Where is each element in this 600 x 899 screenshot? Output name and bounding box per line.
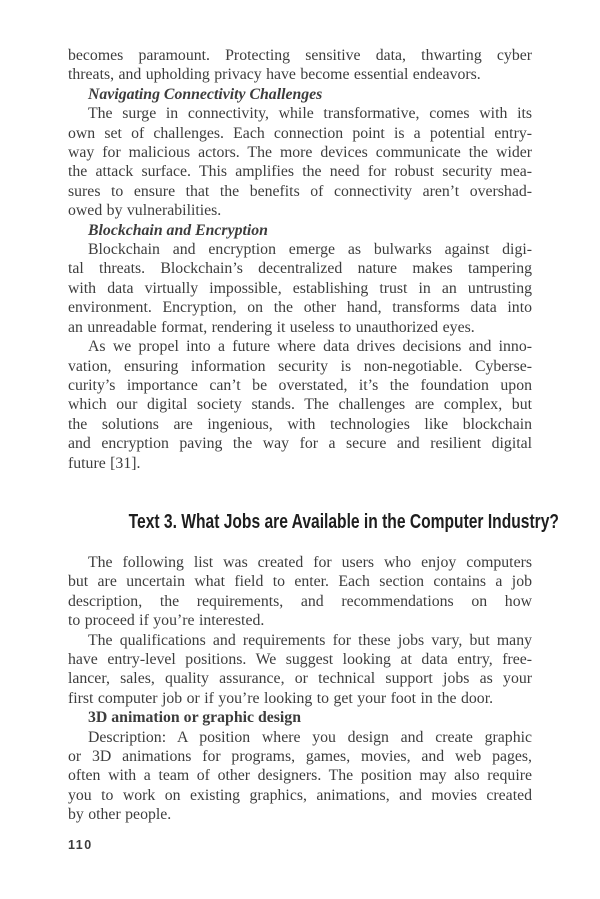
paragraph [68, 337, 532, 473]
section-title-text: Text 3. What Jobs are Available in the Computer Industry? [128, 510, 559, 533]
text-line: description, the requirements, and recommendations on how [68, 592, 532, 610]
text-line: to proceed if you’re interested. [68, 612, 265, 630]
paragraph [68, 46, 532, 85]
text-line: often with a team of other designers. The position may also require [68, 767, 532, 785]
text-line: with data virtually impossible, establishing trust in an untrusting [68, 279, 532, 297]
text-line: an unreadable format, rendering it useless to unauthorized eyes. [68, 318, 475, 336]
text-line: but are uncertain what field to enter. Each section contains a job [68, 573, 532, 591]
text-line: future [31]. [68, 454, 141, 472]
text-line: curity’s importance can’t be overstated, it’s the foundation upon [68, 376, 532, 394]
text-line: have entry-level positions. We suggest looking at data entry, free- [68, 650, 532, 668]
text-line: The qualifications and requirements for these jobs vary, but many [88, 631, 532, 649]
paragraph [68, 240, 532, 337]
subheading-italic: Blockchain and Encryption [88, 221, 268, 239]
text-line: or 3D animations for programs, games, movies, and web pages, [68, 748, 532, 765]
text-line: and encryption paving the way for a secure and resilient digital [68, 435, 532, 453]
paragraph [68, 631, 532, 709]
text-line: lancer, sales, quality assurance, or technical support jobs as your [68, 670, 532, 688]
text-line: The following list was created for users who enjoy computers [88, 553, 532, 571]
text-line: first computer job or if you’re looking to get your foot in the door. [68, 689, 494, 707]
text-line: the attack surface. This amplifies the need for robust security mea- [68, 163, 532, 181]
subheading-bold: 3D animation or graphic design [88, 709, 301, 727]
text-line: by other people. [68, 806, 172, 824]
page-content [68, 46, 559, 825]
text-line: Description: A position where you design and create graphic [88, 728, 532, 746]
text-line: As we propel into a future where data drives decisions and inno- [88, 338, 532, 356]
paragraph [68, 728, 532, 825]
text-line: own set of challenges. Each connection point is a potential entry- [68, 124, 532, 142]
text-line: which our digital society stands. The challenges are complex, but [68, 396, 532, 414]
text-line: the solutions are ingenious, with technologies like blockchain [68, 415, 532, 433]
text-line: The surge in connectivity, while transformative, comes with its [88, 105, 532, 123]
text-line: owed by vulnerabilities. [68, 202, 222, 220]
page-number: 110 [68, 838, 93, 852]
text-line: Blockchain and encryption emerge as bulwarks against digi- [88, 241, 532, 259]
section-title [68, 509, 559, 537]
subheading-italic: Navigating Connectivity Challenges [88, 85, 323, 103]
text-line: vation, ensuring information security is non-negotiable. Cyberse- [68, 357, 532, 375]
paragraph [68, 553, 532, 631]
text-line: tal threats. Blockchain’s decentralized nature makes tampering [68, 260, 532, 278]
text-line: you to work on existing graphics, animations, and movies created [68, 786, 532, 804]
text-line: becomes paramount. Protecting sensitive data, thwarting cyber [68, 47, 532, 64]
paragraph [68, 104, 532, 220]
text-line: sures to ensure that the benefits of connectivity aren’t overshad- [68, 182, 532, 200]
text-line: threats, and upholding privacy have become essential endeavors. [68, 66, 481, 84]
text-line: way for malicious actors. The more devices communicate the wider [68, 144, 532, 162]
text-line: environment. Encryption, on the other hand, transforms data into [68, 299, 532, 317]
